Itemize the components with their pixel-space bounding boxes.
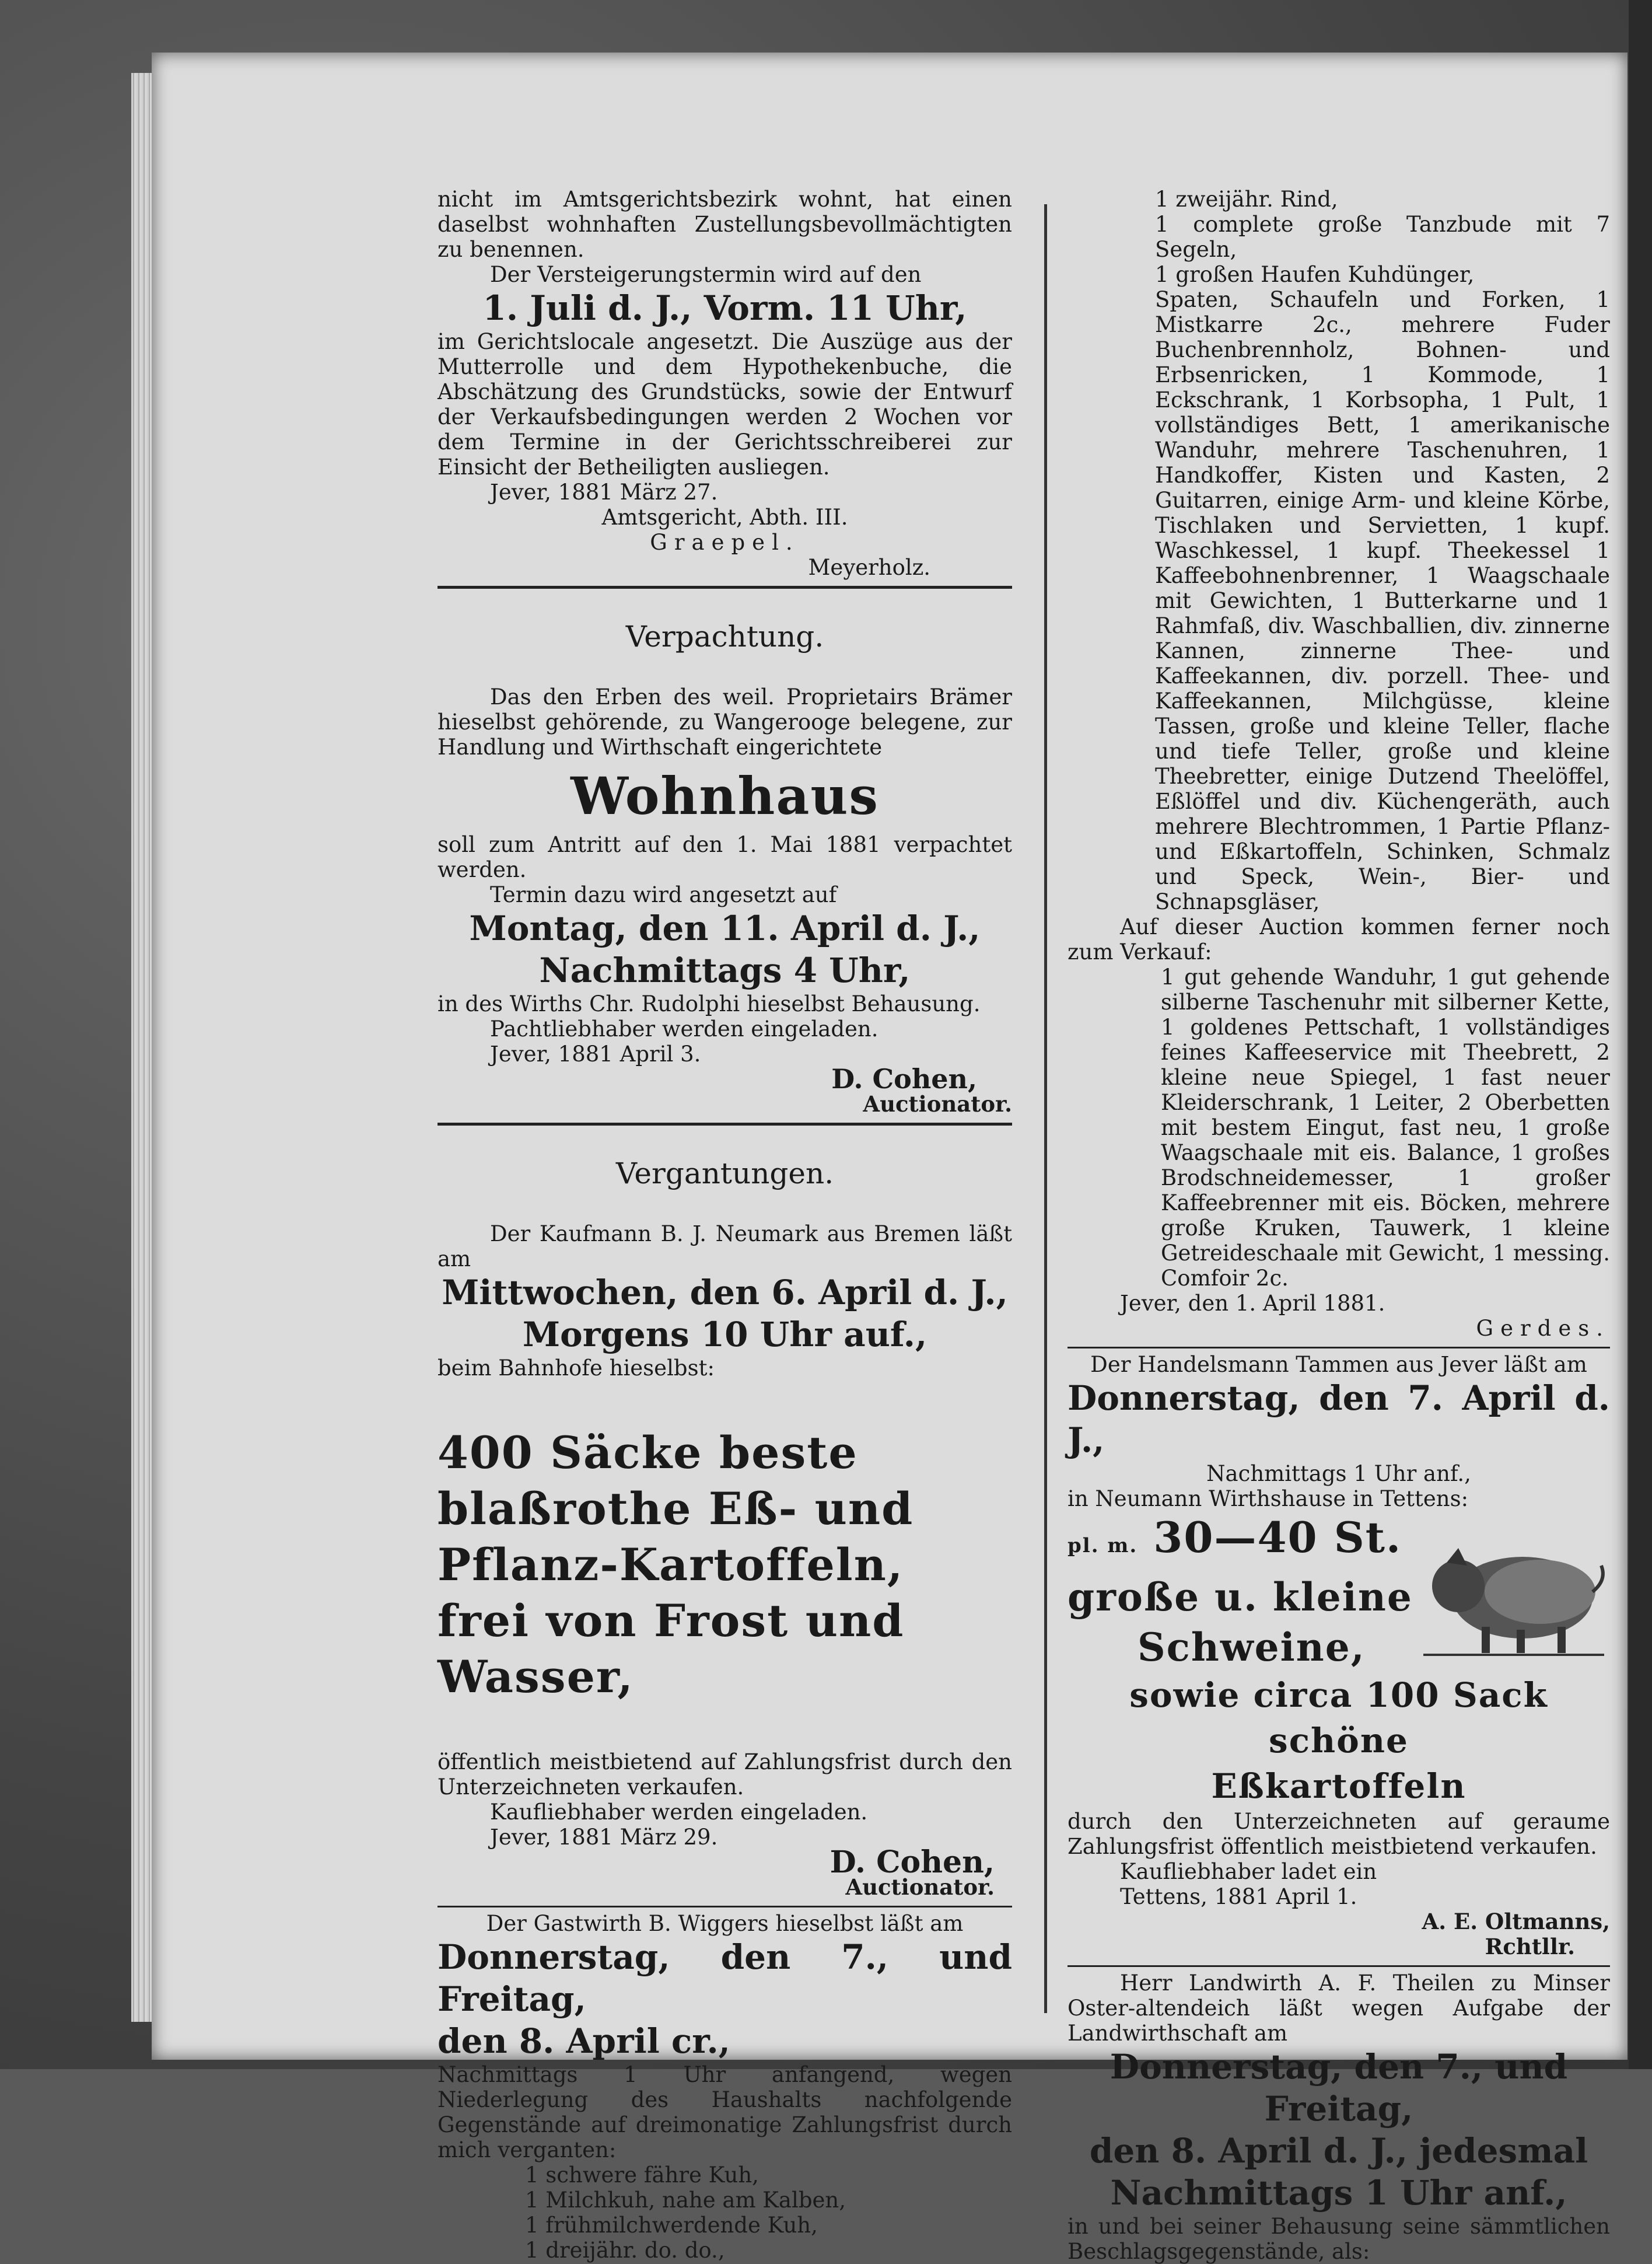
separator-rule <box>438 586 1012 589</box>
column-divider <box>1044 204 1047 2013</box>
b2-location: in des Wirths Chr. Rudolphi hieselbst Behausung. <box>438 991 981 1016</box>
r2-signature: A. E. Oltmanns, <box>1422 1909 1610 1934</box>
r3-date2: den 8. April d. J., jedesmal <box>1089 2131 1588 2171</box>
r3-body: in und bei seiner Behausung seine sämmtlichen Beschlagsgegenstände, als: <box>1068 2214 1610 2264</box>
r1-body: Spaten, Schaufeln und Forken, 1 Mistkarre 2c., mehrere Fuder Buchenbrennholz, Bohnen- und Erbsenricken, 1 Kommode, 1 Eckschrank, 1 Korbsopha, 1 Pult, 1 vollständiges Bett, 1 amerikanische Wanduhr, mehrere Taschenuhren, 1 Handkoffer, Kisten und Kasten, 2 Guitarren, einige Arm- und kleine Körbe, Tischlaken und Servietten, 1 kupf. Waschkessel, 1 kupf. Theekessel 1 Kaffeebohnenbrenner, 1 Waagschaale mit Gewichten, 1 Butterkarne und 1 Rahmfaß, div. Waschballien, div. zinnerne Kannen, zinnerne Thee- und Kaffeekannen, div. porzell. Thee- und Kaffeekannen, Milchgüsse, kleine Tassen, große und kleine Teller, flache und tiefe Teller, große und kleine Theebretter, einige Dutzend Theelöffel, Eßlöffel und div. Küchengeräth, auch mehrere Blechtrommen, 1 Partie Pflanz- und Eßkartoffeln, Schinken, Schmalz und Speck, Wein-, Bier- und Schnapsgläser, <box>1155 287 1610 914</box>
b2-term: Termin dazu wird angesetzt auf <box>490 882 837 907</box>
b3-date2: Morgens 10 Uhr auf., <box>522 1315 928 1354</box>
r2-big4: Eßkartoffeln <box>1211 1766 1466 1806</box>
r2-animal-row <box>1068 1511 1610 1672</box>
b1-place: Jever, 1881 März 27. <box>490 480 718 505</box>
r2-date1: Donnerstag, den 7. April d. J., <box>1068 1378 1610 1460</box>
list-item: 1 großen Haufen Kuhdünger, <box>1155 262 1475 287</box>
list-item: 1 frühmilchwerdende Kuh, <box>525 2213 818 2238</box>
r2-prefix: pl. m. <box>1068 1534 1138 1557</box>
r3-intro: Herr Landwirth A. F. Theilen zu Minser Oster-altendeich läßt wegen Aufgabe der Landwirthschaft am <box>1068 1970 1610 2046</box>
separator-rule <box>1068 1965 1610 1967</box>
r2-big2: Schweine, <box>1138 1624 1366 1670</box>
b1-line2: Der Versteigerungstermin wird auf den <box>490 262 922 287</box>
list-item: 1 dreijähr. do. do., <box>525 2238 725 2263</box>
b3-place: Jever, 1881 März 29. <box>490 1825 718 1850</box>
b3-invite: Kaufliebhaber werden eingeladen. <box>490 1800 868 1825</box>
r2-count: 30—40 St. <box>1153 1512 1402 1562</box>
b2-date2: Nachmittags 4 Uhr, <box>539 951 911 990</box>
b1-body: im Gerichtslocale angesetzt. Die Auszüge aus der Mutterrolle und dem Hypothekenbuche, die Abschätzung des Grundstücks, sowie der Entwurf der Verkaufsbedingungen werden 2 Wochen vor dem Termine in der Gerichtsschreiberei zur Einsicht der Betheiligten ausliegen. <box>438 329 1012 480</box>
b3-role: Auctionator. <box>845 1874 995 1900</box>
b3-body: Der Kaufmann B. J. Neumark aus Bremen läßt am <box>438 1221 1012 1271</box>
r1-place: Jever, den 1. April 1881. <box>1120 1291 1385 1316</box>
r2-big3: sowie circa 100 Sack schöne <box>1129 1675 1548 1760</box>
b4-item-list <box>438 2162 1012 2263</box>
r2-animal-text <box>1068 1511 1413 1672</box>
book-spine <box>1629 0 1652 2069</box>
b1-date: 1. Juli d. J., Vorm. 11 Uhr, <box>482 288 967 328</box>
r2-big1: große u. kleine <box>1068 1574 1413 1620</box>
b1-judge: Graepel. <box>650 530 800 555</box>
r1-more: Auf dieser Auction kommen ferner noch zum Verkauf: <box>1068 914 1610 965</box>
r2-body: durch den Unterzeichneten auf geraume Zahlungsfrist öffentlich meistbietend verkaufen. <box>1068 1809 1610 1859</box>
b2-place: Jever, 1881 April 3. <box>490 1042 701 1067</box>
r3-date1: Donnerstag, den 7., und Freitag, <box>1110 2047 1568 2129</box>
b2-signature: D. Cohen, <box>831 1063 977 1095</box>
b3-signature: D. Cohen, <box>830 1844 995 1880</box>
r2-location: in Neumann Wirthshause in Tettens: <box>1068 1486 1469 1511</box>
r1-body2: 1 gut gehende Wanduhr, 1 gut gehende silberne Taschenuhr mit silberner Kette, 1 goldenes Pettschaft, 1 vollständiges feines Kaffeeservice mit Theebrett, 2 kleine neue Spiegel, 1 fast neuer Kleiderschrank, 1 Leiter, 2 Oberbetten mit bestem Eingut, fast neu, 1 große Waagschaale mit eis. Balance, 1 großes Brodschneidemesser, 1 großer Kaffeebrenner mit eis. Böcken, mehrere große Kruken, Tauwerk, 1 kleine Getreideschaale mit Gewicht, 1 messing. Comfoir 2c. <box>1161 965 1610 1291</box>
b3-date1: Mittwochen, den 6. April d. J., <box>442 1273 1008 1312</box>
r2-role: Rchtllr. <box>1485 1934 1575 1959</box>
r1-item-list <box>1068 187 1610 287</box>
b4-date2: den 8. April cr., <box>438 2021 730 2061</box>
list-item: 1 complete große Tanzbude mit 7 Segeln, <box>1155 212 1610 262</box>
b2-body: Das den Erben des weil. Proprietairs Brämer hieselbst gehörende, zu Wangerooge belegene, zur Handlung und Wirthschaft eingerichtete <box>438 684 1012 760</box>
list-item: 1 schwere fähre Kuh, <box>525 2162 759 2188</box>
b1-clerk: Meyerholz. <box>808 555 930 580</box>
b3-location: beim Bahnhofe hieselbst: <box>438 1355 715 1381</box>
left-column <box>438 187 1012 2263</box>
list-item: 1 zweijähr. Rind, <box>1155 187 1338 212</box>
separator-rule <box>438 1906 1012 1907</box>
separator-rule <box>1068 1347 1610 1348</box>
b2-date1: Montag, den 11. April d. J., <box>469 909 981 948</box>
r2-date2: Nachmittags 1 Uhr anf., <box>1206 1461 1471 1486</box>
r2-intro: Der Handelsmann Tammen aus Jever läßt am <box>1090 1352 1587 1377</box>
r2-invite: Kaufliebhaber ladet ein <box>1120 1859 1377 1884</box>
b2-heading: Verpachtung. <box>625 620 824 654</box>
b3-heading: Vergantungen. <box>615 1157 834 1190</box>
b2-body2: soll zum Antritt auf den 1. Mai 1881 verpachtet werden. <box>438 832 1012 882</box>
b2-invite: Pachtliebhaber werden eingeladen. <box>490 1016 878 1042</box>
b4-date1: Donnerstag, den 7., und Freitag, <box>438 1937 1012 2019</box>
pig-illustration <box>1418 1522 1610 1662</box>
r1-signature: Gerdes. <box>1476 1316 1610 1341</box>
b2-role: Auctionator. <box>863 1091 1012 1117</box>
b3-big-text: 400 Säcke beste blaßrothe Eß- und Pflanz-Kartoffeln, frei von Frost und Wasser, <box>438 1427 914 1703</box>
r3-date3: Nachmittags 1 Uhr anf., <box>1110 2173 1567 2213</box>
b1-court: Amtsgericht, Abth. III. <box>601 505 848 530</box>
separator-rule <box>438 1123 1012 1126</box>
b4-body: Nachmittags 1 Uhr anfangend, wegen Niederlegung des Haushalts nachfolgende Gegenstände auf dreimonatige Zahlungsfrist durch mich verganten: <box>438 2062 1012 2162</box>
b1-line1: nicht im Amtsgerichtsbezirk wohnt, hat einen daselbst wohnhaften Zustellungsbevollmächtigten zu benennen. <box>438 187 1012 262</box>
list-item: 1 Milchkuh, nahe am Kalben, <box>525 2188 846 2213</box>
right-column <box>1068 187 1610 2264</box>
b3-body2: öffentlich meistbietend auf Zahlungsfrist durch den Unterzeichneten verkaufen. <box>438 1749 1012 1800</box>
b2-big-title: Wohnhaus <box>570 766 879 826</box>
r2-place: Tettens, 1881 April 1. <box>1120 1884 1357 1909</box>
b4-intro: Der Gastwirth B. Wiggers hieselbst läßt am <box>486 1911 964 1936</box>
